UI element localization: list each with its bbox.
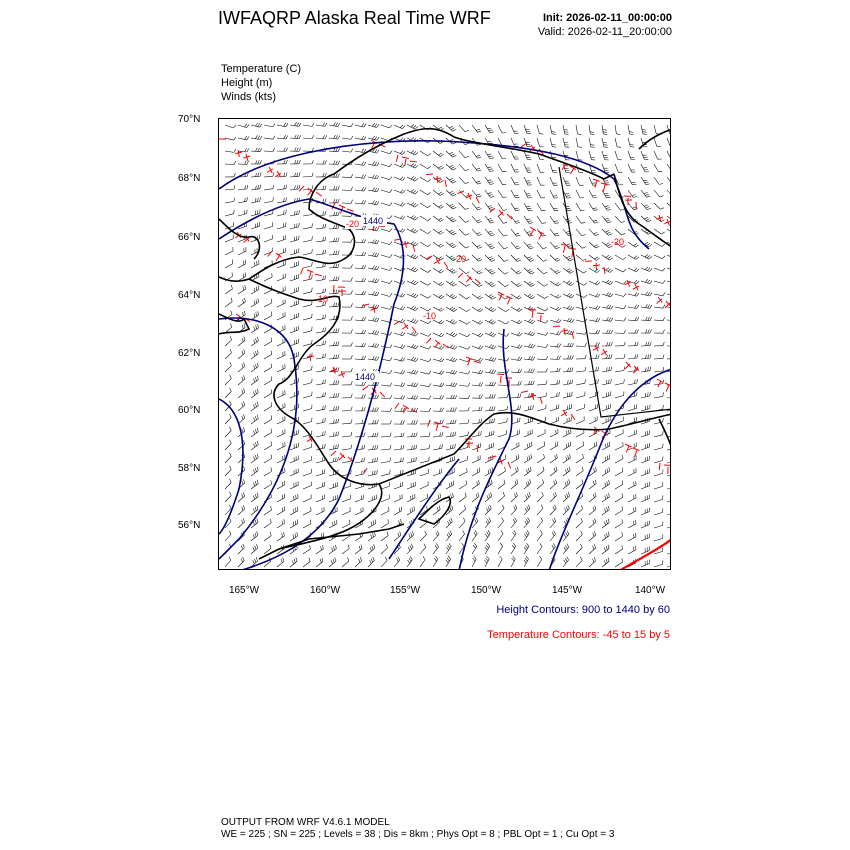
map-plot — [218, 118, 671, 570]
model-config-line: WE = 225 ; SN = 225 ; Levels = 38 ; Dis = 8km ; Phys Opt = 8 ; PBL Opt = 1 ; Cu Opt = 3 — [221, 829, 615, 840]
height-label-1440-b: 1440 — [355, 372, 376, 382]
lon-label-165: 165°W — [228, 585, 260, 596]
lon-label-155: 155°W — [389, 585, 421, 596]
temp-label-b: -20 — [453, 254, 467, 264]
model-output-line: OUTPUT FROM WRF V4.6.1 MODEL — [221, 817, 390, 828]
legend-winds: Winds (kts) — [221, 91, 276, 103]
valid-time: Valid: 2026-02-11_20:00:00 — [537, 26, 672, 38]
lat-label-62: 62°N — [178, 348, 201, 359]
lat-label-64: 64°N — [178, 290, 201, 301]
lat-label-60: 60°N — [178, 405, 201, 416]
temperature-contour-note: Temperature Contours: -45 to 15 by 5 — [487, 629, 670, 641]
lon-label-150: 150°W — [470, 585, 502, 596]
legend-height: Height (m) — [221, 77, 273, 89]
lat-label-66: 66°N — [178, 232, 201, 243]
height-label-1440-a: 1440 — [363, 216, 384, 226]
lat-label-68: 68°N — [178, 173, 201, 184]
legend-temperature: Temperature (C) — [221, 63, 302, 75]
temp-label-a: -20 — [346, 219, 360, 229]
map-title: IWFAQRP Alaska Real Time WRF — [218, 8, 491, 28]
init-time: Init: 2026-02-11_00:00:00 — [542, 12, 672, 24]
temp-label-e: -10 — [315, 294, 329, 304]
contour-labels — [315, 215, 624, 382]
lon-label-160: 160°W — [309, 585, 341, 596]
lat-label-70: 70°N — [178, 114, 201, 125]
political-border — [559, 167, 671, 417]
map-canvas — [219, 119, 671, 570]
lon-label-140: 140°W — [634, 585, 666, 596]
lon-label-145: 145°W — [551, 585, 583, 596]
height-contour-note: Height Contours: 900 to 1440 by 60 — [496, 604, 670, 616]
temp-label-c: -20 — [611, 237, 625, 247]
height-contours — [219, 141, 671, 570]
temp-label-d: -10 — [423, 311, 437, 321]
lat-label-56: 56°N — [178, 520, 201, 531]
coastlines — [219, 129, 671, 559]
lat-label-58: 58°N — [178, 463, 201, 474]
